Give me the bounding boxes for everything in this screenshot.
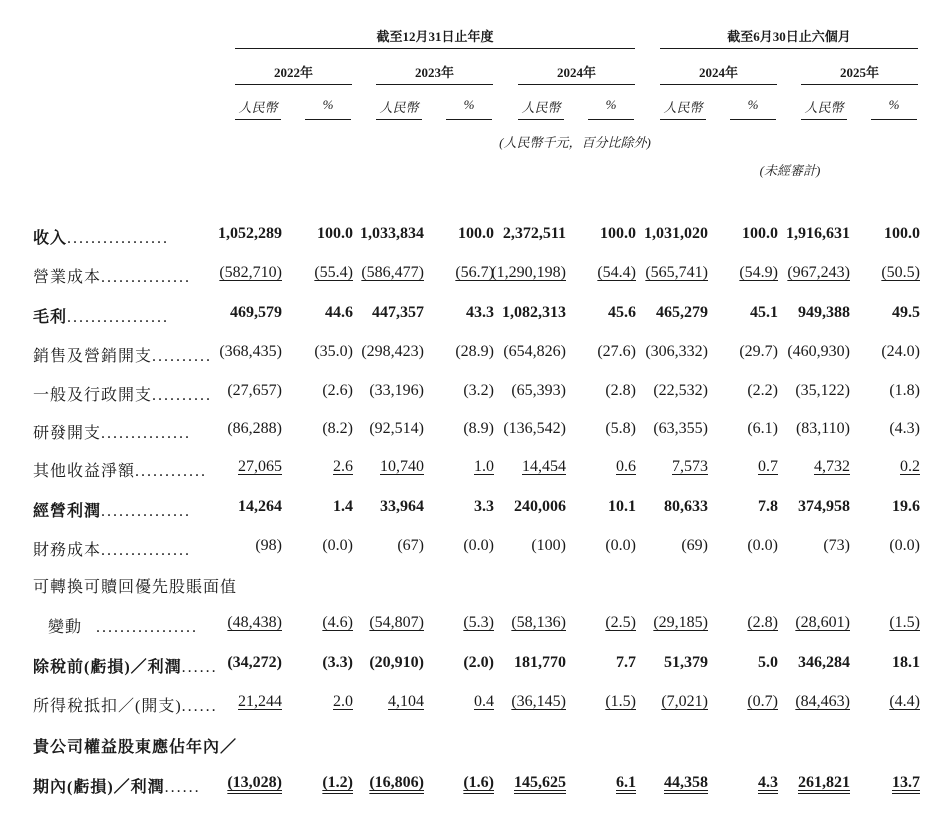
table-cell: 261,821	[798, 774, 850, 791]
table-cell: (0.0)	[463, 537, 494, 554]
row-label	[33, 420, 191, 443]
row-label-text: 銷售及營銷開支	[33, 348, 153, 365]
row-label	[33, 654, 218, 677]
rmb-subheader-rule	[801, 119, 847, 120]
table-cell: 51,379	[664, 654, 708, 671]
table-cell: 18.1	[892, 654, 920, 671]
table-cell: 100.0	[600, 225, 636, 242]
table-cell: (24.0)	[881, 343, 920, 360]
rmb-subheader: 人民幣	[663, 100, 703, 115]
table-cell: 0.6	[616, 458, 636, 475]
period-rule-2023	[376, 84, 493, 85]
table-cell: (582,710)	[219, 264, 282, 281]
pct-subheader-rule	[588, 119, 634, 120]
leader-dots: ............	[135, 463, 208, 480]
leader-dots: ...............	[101, 269, 192, 286]
period-header-2025-h1: 2025年	[839, 65, 879, 80]
leader-dots: ...............	[101, 503, 192, 520]
period-header-2024-h1: 2024年	[698, 65, 738, 80]
table-cell: (84,463)	[795, 693, 850, 710]
table-cell: 0.4	[474, 693, 494, 710]
row-label-text: 所得稅抵扣／(開支)	[33, 698, 182, 715]
table-cell: (565,741)	[645, 264, 708, 281]
row-label-text: 貴公司權益股東應佔年內／	[33, 739, 238, 756]
leader-dots: ..........	[152, 348, 213, 365]
table-cell: 346,284	[798, 654, 850, 671]
period-header-2023: 2023年	[414, 65, 454, 80]
table-cell: (4.4)	[889, 693, 920, 710]
table-cell: (586,477)	[361, 264, 424, 281]
table-cell: 1.0	[474, 458, 494, 475]
table-cell: 1,033,834	[360, 225, 424, 242]
table-cell: (4.6)	[322, 614, 353, 631]
table-cell: 100.0	[884, 225, 920, 242]
row-label-text: 營業成本	[33, 269, 102, 286]
table-cell: 49.5	[892, 304, 920, 321]
table-cell: 45.6	[608, 304, 636, 321]
leader-dots: .................	[96, 619, 199, 636]
table-cell: 13.7	[892, 774, 920, 791]
table-cell: 4,104	[388, 693, 424, 710]
table-cell: (2.8)	[605, 382, 636, 399]
leader-dots: ...............	[101, 542, 192, 559]
row-label-text: 財務成本	[33, 542, 102, 559]
table-cell: 1,916,631	[786, 225, 850, 242]
period-rule-2025-h1	[801, 84, 918, 85]
row-label	[33, 458, 207, 481]
table-cell: (3.2)	[463, 382, 494, 399]
table-cell: 374,958	[798, 498, 850, 515]
row-label-text: 毛利	[33, 309, 68, 326]
table-cell: (1,290,198)	[491, 264, 566, 281]
period-rule-2024-h1	[660, 84, 777, 85]
table-cell: (58,136)	[511, 614, 566, 631]
table-cell: (29,185)	[653, 614, 708, 631]
pct-subheader: %	[463, 97, 475, 112]
table-cell: (6.1)	[747, 420, 778, 437]
period-header-2022: 2022年	[273, 65, 313, 80]
table-cell: 240,006	[514, 498, 566, 515]
table-cell: (22,532)	[653, 382, 708, 399]
leader-dots: ......	[164, 779, 201, 796]
table-cell: 5.0	[758, 654, 778, 671]
rmb-subheader: 人民幣	[379, 100, 419, 115]
table-cell: (1.6)	[463, 774, 494, 791]
table-cell: 3.3	[474, 498, 494, 515]
row-label	[33, 225, 169, 248]
pct-subheader: %	[605, 97, 617, 112]
period-rule-2022	[235, 84, 352, 85]
table-cell: (98)	[255, 537, 282, 554]
table-cell: (48,438)	[227, 614, 282, 631]
table-cell: (1.5)	[889, 614, 920, 631]
row-label	[48, 614, 198, 637]
row-label	[33, 498, 191, 521]
table-cell: 1,052,289	[218, 225, 282, 242]
table-cell: (28,601)	[795, 614, 850, 631]
leader-dots: ......	[181, 659, 218, 676]
table-cell: (56.7)	[455, 264, 494, 281]
year-end-group-header: 截至12月31日止年度	[376, 29, 494, 44]
table-cell: (63,355)	[653, 420, 708, 437]
table-cell: (0.7)	[747, 693, 778, 710]
table-cell: (1.8)	[889, 382, 920, 399]
table-cell: 27,065	[238, 458, 282, 475]
table-cell: (5.8)	[605, 420, 636, 437]
table-cell: 4.3	[758, 774, 778, 791]
table-cell: (16,806)	[369, 774, 424, 791]
row-label	[33, 343, 212, 366]
table-cell: (306,332)	[645, 343, 708, 360]
table-cell: (54.9)	[739, 264, 778, 281]
table-cell: (35,122)	[795, 382, 850, 399]
leader-dots: ......	[181, 698, 218, 715]
table-cell: (67)	[397, 537, 424, 554]
table-cell: 1,082,313	[502, 304, 566, 321]
table-cell: (65,393)	[511, 382, 566, 399]
pct-subheader-rule	[730, 119, 776, 120]
table-cell: (5.3)	[463, 614, 494, 631]
table-cell: (54,807)	[369, 614, 424, 631]
table-cell: (36,145)	[511, 693, 566, 710]
table-cell: 181,770	[514, 654, 566, 671]
table-cell: (92,514)	[369, 420, 424, 437]
table-cell: 10.1	[608, 498, 636, 515]
table-cell: (8.9)	[463, 420, 494, 437]
row-label	[33, 537, 191, 560]
table-cell: (8.2)	[322, 420, 353, 437]
rmb-subheader: 人民幣	[521, 100, 561, 115]
row-label-text: 變動	[48, 619, 83, 636]
row-label	[33, 304, 169, 327]
table-cell: (0.0)	[605, 537, 636, 554]
pct-subheader: %	[322, 97, 334, 112]
table-cell: 100.0	[317, 225, 353, 242]
six-month-group-header: 截至6月30日止六個月	[727, 29, 851, 44]
table-cell: (13,028)	[227, 774, 282, 791]
period-rule-2024-fy	[518, 84, 635, 85]
unaudited-note: (未經審計)	[759, 163, 821, 178]
row-label	[33, 693, 218, 716]
table-cell: (73)	[823, 537, 850, 554]
table-cell: (2.5)	[605, 614, 636, 631]
table-cell: (2.8)	[747, 614, 778, 631]
year-end-group-rule	[235, 48, 635, 49]
table-cell: 43.3	[466, 304, 494, 321]
table-cell: 6.1	[616, 774, 636, 791]
table-cell: (29.7)	[739, 343, 778, 360]
unit-note: (人民幣千元，百分比除外)	[499, 135, 651, 150]
table-cell: 21,244	[238, 693, 282, 710]
row-label	[33, 574, 237, 597]
row-label-text: 期內(虧損)／利潤	[33, 779, 165, 796]
leader-dots: .................	[67, 230, 170, 247]
table-cell: 2,372,511	[502, 225, 566, 242]
table-cell: (55.4)	[314, 264, 353, 281]
table-cell: (654,826)	[503, 343, 566, 360]
table-cell: (33,196)	[369, 382, 424, 399]
table-cell: (0.0)	[889, 537, 920, 554]
table-cell: 10,740	[380, 458, 424, 475]
table-cell: 19.6	[892, 498, 920, 515]
pct-subheader-rule	[871, 119, 917, 120]
table-cell: (27,657)	[227, 382, 282, 399]
rmb-subheader-rule	[660, 119, 706, 120]
table-cell: 7.7	[616, 654, 636, 671]
table-cell: (0.0)	[747, 537, 778, 554]
row-label-text: 收入	[33, 230, 68, 247]
table-cell: (298,423)	[361, 343, 424, 360]
table-cell: 14,454	[522, 458, 566, 475]
rmb-subheader-rule	[518, 119, 564, 120]
table-cell: (35.0)	[314, 343, 353, 360]
table-cell: 145,625	[514, 774, 566, 791]
table-cell: (0.0)	[322, 537, 353, 554]
row-label-text: 一般及行政開支	[33, 387, 153, 404]
table-cell: 465,279	[656, 304, 708, 321]
table-cell: (3.3)	[322, 654, 353, 671]
table-cell: 14,264	[238, 498, 282, 515]
pct-subheader-rule	[305, 119, 351, 120]
table-cell: 2.0	[333, 693, 353, 710]
table-cell: 447,357	[372, 304, 424, 321]
rmb-subheader: 人民幣	[238, 100, 278, 115]
row-label	[33, 774, 201, 797]
table-cell: (2.2)	[747, 382, 778, 399]
table-cell: (50.5)	[881, 264, 920, 281]
table-cell: (27.6)	[597, 343, 636, 360]
table-cell: (28.9)	[455, 343, 494, 360]
row-label-text: 可轉換可贖回優先股賬面值	[33, 579, 238, 596]
table-cell: 7,573	[672, 458, 708, 475]
leader-dots: .................	[67, 309, 170, 326]
table-cell: (1.2)	[322, 774, 353, 791]
leader-dots: ..........	[152, 387, 213, 404]
table-cell: 100.0	[458, 225, 494, 242]
table-cell: 100.0	[742, 225, 778, 242]
table-cell: 1.4	[333, 498, 353, 515]
table-cell: (967,243)	[787, 264, 850, 281]
table-cell: 7.8	[758, 498, 778, 515]
table-cell: 44.6	[325, 304, 353, 321]
six-month-group-rule	[660, 48, 918, 49]
table-cell: 0.2	[900, 458, 920, 475]
pct-subheader-rule	[446, 119, 492, 120]
table-cell: (34,272)	[227, 654, 282, 671]
row-label	[33, 264, 191, 287]
table-cell: 1,031,020	[644, 225, 708, 242]
row-label	[33, 734, 237, 757]
row-label-text: 經營利潤	[33, 503, 102, 520]
table-cell: 2.6	[333, 458, 353, 475]
table-cell: (368,435)	[219, 343, 282, 360]
table-cell: (83,110)	[795, 420, 850, 437]
table-cell: (86,288)	[227, 420, 282, 437]
table-cell: 949,388	[798, 304, 850, 321]
table-cell: 4,732	[814, 458, 850, 475]
table-cell: (1.5)	[605, 693, 636, 710]
table-cell: (100)	[531, 537, 566, 554]
row-label	[33, 382, 212, 405]
table-cell: (2.6)	[322, 382, 353, 399]
table-cell: (4.3)	[889, 420, 920, 437]
pct-subheader: %	[888, 97, 900, 112]
pct-subheader: %	[747, 97, 759, 112]
table-cell: 469,579	[230, 304, 282, 321]
leader-dots: ...............	[101, 425, 192, 442]
table-cell: (460,930)	[787, 343, 850, 360]
row-label-text: 其他收益淨額	[33, 463, 136, 480]
table-cell: (7,021)	[661, 693, 708, 710]
table-cell: 0.7	[758, 458, 778, 475]
rmb-subheader-rule	[376, 119, 422, 120]
table-cell: (54.4)	[597, 264, 636, 281]
table-cell: 44,358	[664, 774, 708, 791]
period-header-2024-fy: 2024年	[556, 65, 596, 80]
table-cell: 45.1	[750, 304, 778, 321]
rmb-subheader-rule	[235, 119, 281, 120]
table-cell: 33,964	[380, 498, 424, 515]
table-cell: (2.0)	[463, 654, 494, 671]
row-label-text: 研發開支	[33, 425, 102, 442]
row-label-text: 除稅前(虧損)／利潤	[33, 659, 182, 676]
table-cell: (20,910)	[369, 654, 424, 671]
rmb-subheader: 人民幣	[804, 100, 844, 115]
table-cell: 80,633	[664, 498, 708, 515]
table-cell: (136,542)	[503, 420, 566, 437]
table-cell: (69)	[681, 537, 708, 554]
